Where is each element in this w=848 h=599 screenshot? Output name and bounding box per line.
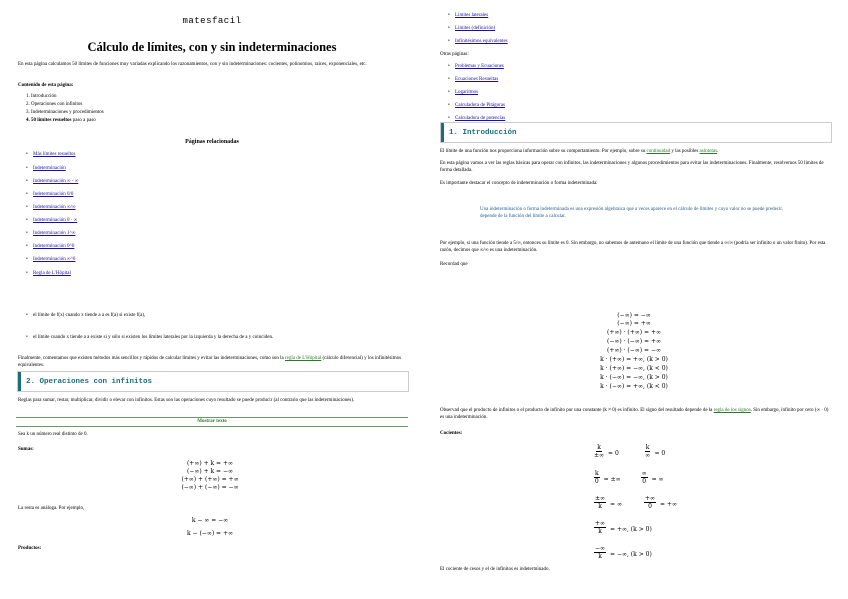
section-2-text: Reglas para sumar, restar, multiplicar, dividir o elevar con infinitos. Estas son las operaciones cuyo resultado se puede producir (al contrario que las indeterminaciones). bbox=[18, 398, 355, 403]
intro-paragraph: En esta página calculamos 50 límites de funciones muy variadas explicando los razonamientos, con y sin indeterminaciones: cocientes, polinomios, raíces, exponenciales, etc. bbox=[18, 62, 367, 67]
product-rule: (−∞) = +∞ bbox=[617, 320, 651, 327]
sum-rule: (−∞) + (−∞) = −∞ bbox=[181, 484, 239, 491]
fraction: $\frac{k}{\pm\infty}$ bbox=[594, 443, 605, 459]
related-link[interactable]: • Indeterminación ∞^0 bbox=[33, 257, 75, 262]
asintotas-link[interactable]: asíntotas bbox=[699, 149, 718, 154]
fraction: $\frac{+\infty}{k}$ bbox=[595, 519, 606, 535]
fraction: $\frac{\infty}{0}$ bbox=[641, 469, 647, 485]
sums-heading: Sumas: bbox=[18, 447, 34, 452]
contents-heading: Contenido de esta página: bbox=[18, 83, 74, 88]
resta-rule: k − (−∞) = +∞ bbox=[186, 530, 234, 537]
sum-rule: (+∞) + (+∞) = +∞ bbox=[181, 476, 239, 483]
sum-rule: (−∞) + k = −∞ bbox=[186, 468, 234, 475]
property-bullet: • el límite cuando x tiende a a existe si y sólo si existen los límites laterales por la izquierda y la derecha de a y coinciden. bbox=[33, 334, 273, 341]
definition-box: Una indeterminación o forma indeterminada es una expresión algebraica que a veces aparece en el cálculo de límites y cuyo valor no se puede predecir, depende de la función del límite a calcular. bbox=[480, 207, 784, 219]
other-link[interactable]: • Calculadora de Pitágoras bbox=[455, 103, 505, 108]
related-link[interactable]: • Indeterminación 0^0 bbox=[33, 244, 74, 249]
product-rule: k · (−∞) = +∞, (k < 0) bbox=[600, 383, 668, 390]
product-rule: k · (−∞) = −∞, (k > 0) bbox=[600, 374, 668, 381]
product-rule: k · (+∞) = −∞, (k < 0) bbox=[600, 365, 668, 372]
product-rule: (+∞) · (+∞) = +∞ bbox=[606, 329, 661, 336]
related-link[interactable]: • Indeterminación ∞/∞ bbox=[33, 205, 76, 210]
quotients-heading: Cocientes: bbox=[440, 431, 463, 436]
other-pages-label: Otras páginas: bbox=[440, 52, 469, 57]
product-rule: (−∞) · (−∞) = +∞ bbox=[606, 338, 661, 345]
other-link[interactable]: • Calculadora de potencias bbox=[455, 116, 505, 121]
lhopital-link[interactable]: regla de L'Hôpital bbox=[285, 356, 322, 361]
quotient-row: $\frac{+\infty}{k}$ = +∞, (k > 0) bbox=[595, 519, 652, 535]
quotient-row: $\frac{k}{\pm\infty}$ = 0 $\frac{k}{\infty}$ = 0 bbox=[594, 443, 666, 459]
site-logo[interactable]: matesfacil bbox=[182, 16, 242, 26]
related-link[interactable]: • Indeterminación ∞ - ∞ bbox=[33, 179, 78, 184]
signos-link[interactable]: regla de los signos bbox=[713, 408, 751, 413]
product-rule: (−∞) = −∞ bbox=[617, 312, 651, 319]
related-link[interactable]: • Infinitésimos equivalentes bbox=[455, 39, 508, 44]
related-link[interactable]: • Más límites resueltos bbox=[33, 152, 76, 157]
resta-text: La resta es análoga. Por ejemplo, bbox=[18, 506, 85, 511]
other-link[interactable]: • Problemas y Ecuaciones bbox=[455, 64, 504, 69]
contents-item-4[interactable]: 4. 50 límites resueltos paso a paso bbox=[26, 118, 96, 123]
quotient-row: $\frac{\pm\infty}{k}$ = ∞ $\frac{+\infty}{0}$ = +∞ bbox=[595, 494, 677, 510]
fraction: $\frac{-\infty}{k}$ bbox=[595, 544, 606, 560]
fraction: $\frac{k}{\infty}$ bbox=[645, 443, 651, 459]
other-link[interactable]: • Logaritmos bbox=[455, 90, 478, 95]
quotient-row: $\frac{k}{0}$ = ±∞ $\frac{\infty}{0}$ = ∞ bbox=[594, 469, 664, 485]
section-1-header: 1. Introducción bbox=[440, 122, 832, 143]
products-heading: Productos: bbox=[18, 546, 42, 551]
contents-item-3[interactable]: 3. Indeterminaciones y procedimientos bbox=[26, 110, 104, 115]
property-bullet: • el límite de f(x) cuando x tiende a a es f(a) si existe f(a), bbox=[33, 312, 145, 319]
intro-paragraph-2: En esta página vamos a ver las reglas básicas para operar con infinitos, las indeterminaciones y algunos procedimientos para evitar las indeterminaciones. Finalmente, resolvemos 50 límites de forma detallada. bbox=[440, 161, 824, 173]
sum-rule: (+∞) + k = +∞ bbox=[186, 460, 234, 467]
intro-paragraph-3: Es importante destacar el concepto de indeterminación o forma indeterminada: bbox=[440, 181, 598, 186]
related-link[interactable]: • Límites laterales bbox=[455, 13, 488, 18]
show-text-toggle[interactable]: Mostrar texto bbox=[16, 417, 408, 427]
contents-item-2[interactable]: 2. Operaciones con infinitos bbox=[26, 102, 83, 107]
related-link[interactable]: • Regla de L'Hôpital bbox=[33, 271, 71, 276]
right-page bbox=[424, 0, 848, 599]
section-2-header: 2. Operaciones con infinitos bbox=[17, 371, 409, 392]
fraction: $\frac{\pm\infty}{k}$ bbox=[595, 494, 606, 510]
fraction: $\frac{+\infty}{0}$ bbox=[644, 494, 655, 510]
contents-item-1[interactable]: 1. Introducción bbox=[26, 94, 57, 99]
continuidad-link[interactable]: continuidad bbox=[646, 149, 671, 154]
related-link[interactable]: • Indeterminación bbox=[33, 166, 66, 171]
intro-paragraph-1: El límite de una función nos proporciona información sobre su comportamiento. Por ejemplo, sobre su continuidad y las posibles asíntotas. bbox=[440, 149, 719, 154]
cociente-note: El cociente de cesos y el de infinitos es indeterminado. bbox=[440, 567, 550, 572]
related-link[interactable]: • Indeterminación 0/0 bbox=[33, 192, 73, 197]
other-link[interactable]: • Ecuaciones Resueltas bbox=[455, 77, 498, 82]
related-link[interactable]: • Indeterminación 0 · ∞ bbox=[33, 218, 77, 223]
product-rule: k · (+∞) = +∞, (k > 0) bbox=[600, 356, 668, 363]
fraction: $\frac{k}{0}$ bbox=[594, 469, 599, 485]
related-heading: Páginas relacionadas bbox=[185, 139, 239, 145]
observad-paragraph: Observad que el producto de infinitos o el producto de infinito por una constante (k ≠ 0) es infinito. El signo del resultado depende de la regla de los signos. Sin embargo, infinito por cero (∞ · 0) es una indeterminación. bbox=[440, 408, 829, 420]
resta-rule: k − ∞ = −∞ bbox=[191, 517, 229, 524]
k-definition: Sea k un número real distinto de 0. bbox=[18, 432, 88, 437]
related-link[interactable]: • Indeterminación 1^∞ bbox=[33, 231, 75, 236]
page-title: Cálculo de límites, con y sin indeterminaciones bbox=[87, 40, 337, 54]
quotient-row: $\frac{-\infty}{k}$ = −∞, (k > 0) bbox=[595, 544, 652, 560]
product-rule: (+∞) · (−∞) = −∞ bbox=[606, 347, 661, 354]
intro-paragraph-4: Por ejemplo, si una función tiende a 5/∞, entonces su límite es 0. Sin embargo, no sabemos de antemano el límite de una función que tiende a ∞/∞ (podría ser infinito o un valor finito). Por esta razón, decimos que ∞/∞ es una indeterminación. bbox=[440, 241, 826, 253]
related-link[interactable]: • Límites (definición) bbox=[455, 26, 495, 31]
final-paragraph: Finalmente, comentamos que existen métodos más sencillos y rápidos de calcular límites y evitar las indeterminaciones, como son la regla de L'Hôpital (cálculo diferencial) y los infinitésimos equivalentes. bbox=[18, 356, 402, 368]
recordad-label: Recordad que bbox=[440, 262, 468, 267]
